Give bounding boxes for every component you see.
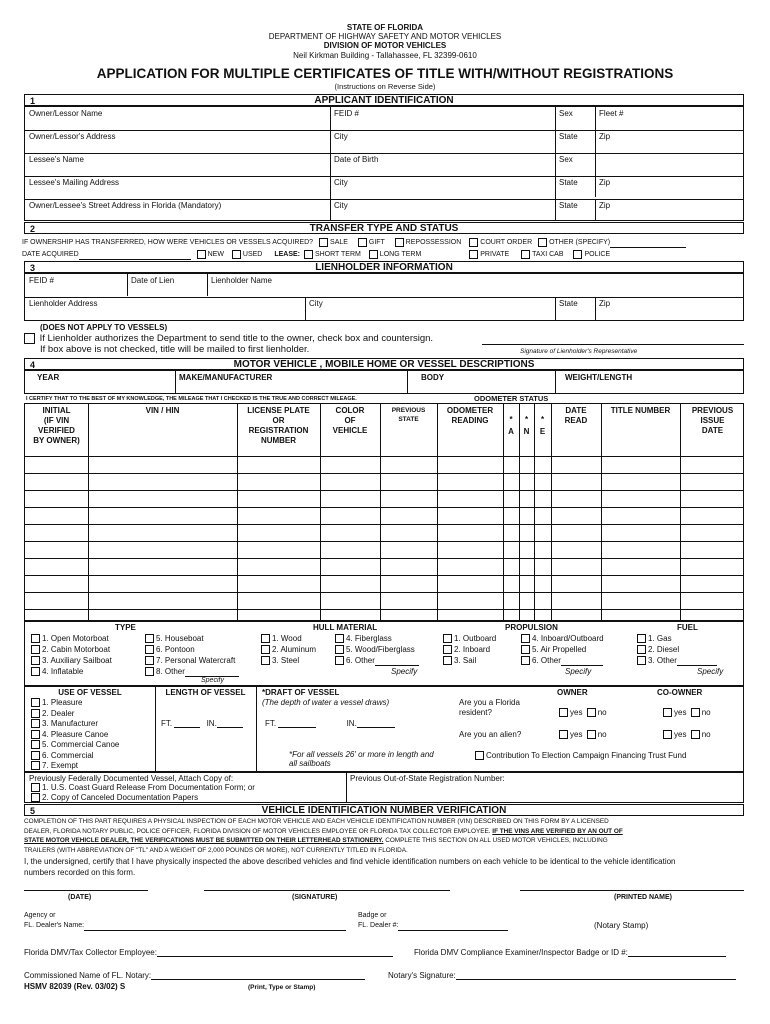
badge-label: Badge or FL. Dealer #: (358, 911, 508, 931)
hull-3-checkbox[interactable] (261, 656, 270, 665)
draft-note: (The depth of water a vessel draws) (262, 698, 390, 707)
header-dept: DEPARTMENT OF HIGHWAY SAFETY AND MOTOR VEHICLES (268, 32, 502, 42)
taxi-label: TAXI CAB (532, 251, 564, 258)
use-1-checkbox[interactable] (31, 698, 40, 707)
canceled-papers-checkbox[interactable] (31, 793, 40, 802)
court-order-label: COURT ORDER (480, 239, 533, 246)
odometer-status-label: ODOMETER STATUS (474, 394, 549, 403)
other-checkbox[interactable] (538, 238, 547, 247)
hull-heading: HULL MATERIAL (313, 623, 378, 632)
use-4-checkbox[interactable] (31, 730, 40, 739)
agency-line[interactable] (84, 930, 346, 931)
prop-specify-label: Specify (565, 667, 592, 676)
section-5-number: 5 (30, 806, 36, 816)
sale-checkbox[interactable] (319, 238, 328, 247)
type-4-checkbox[interactable] (31, 667, 40, 676)
fl-city-field[interactable]: City (334, 201, 348, 210)
use-5-checkbox[interactable] (31, 740, 40, 749)
col-initial-header: INITIAL (IF VIN VERIFIED BY OWNER) (33, 406, 80, 445)
repossession-checkbox[interactable] (395, 238, 404, 247)
signature-line[interactable] (204, 882, 450, 891)
taxi-checkbox[interactable] (521, 250, 530, 259)
fuel-specify-label: Specify (697, 667, 724, 676)
section-4-title: MOTOR VEHICLE , MOBILE HOME OR VESSEL DESCRIPTIONS (233, 359, 535, 370)
lienholder-address-field[interactable]: Lienholder Address (29, 299, 98, 308)
fuel-3-checkbox[interactable] (637, 656, 646, 665)
lessee-mailing-field[interactable]: Lessee's Mailing Address (29, 178, 120, 187)
applicant-grid (24, 106, 744, 221)
col-vin-header: VIN / HIN (145, 406, 180, 415)
private-label: PRIVATE (480, 251, 510, 258)
owner-zip-field[interactable]: Zip (599, 132, 611, 141)
form-number: HSMV 82039 (Rev. 03/02) S (24, 982, 126, 991)
coowner-alien-no[interactable] (691, 730, 700, 739)
fuel-heading: FUEL (677, 623, 698, 632)
lessee-state-field[interactable]: State (559, 178, 578, 187)
documented-grid (24, 772, 744, 803)
fl-zip-field[interactable]: Zip (599, 201, 611, 210)
date-line[interactable] (24, 882, 148, 891)
campaign-row (475, 751, 686, 760)
owner-city-field[interactable]: City (334, 132, 348, 141)
lessee-city-field[interactable]: City (334, 178, 348, 187)
fleet-field[interactable]: Fleet # (599, 109, 624, 118)
use-2-checkbox[interactable] (31, 709, 40, 718)
section-5-title: VEHICLE IDENTIFICATION NUMBER VERIFICATION (261, 805, 507, 816)
used-label: USED (242, 251, 263, 258)
short-term-label: SHORT TERM (314, 251, 361, 258)
header-division: DIVISION OF MOTOR VEHICLES (323, 41, 447, 51)
header-state: STATE OF FLORIDA (346, 23, 424, 32)
court-order-checkbox[interactable] (469, 238, 478, 247)
draft-in-line[interactable] (357, 727, 395, 728)
col-exceeds-header: * E (539, 415, 546, 436)
coowner-resident-yes[interactable] (663, 708, 672, 717)
hull-4-checkbox[interactable] (335, 634, 344, 643)
lien-authorize-checkbox[interactable] (24, 333, 35, 344)
prop-3-checkbox[interactable] (443, 656, 452, 665)
examiner-line[interactable] (628, 956, 726, 957)
dmv-employee-row: Florida DMV/Tax Collector Employee: (24, 948, 393, 957)
type-3-checkbox[interactable] (31, 656, 40, 665)
lien-feid-field[interactable]: FEID # (29, 276, 54, 285)
owner-alien-options: yes no (559, 730, 607, 739)
documented-opt-2: 2. Copy of Canceled Documentation Papers (31, 793, 198, 803)
section-1-title: APPLICANT IDENTIFICATION (314, 95, 454, 106)
transfer-row-2 (22, 249, 610, 260)
body-field[interactable]: BODY (421, 373, 445, 382)
repossession-label: REPOSSESSION (405, 239, 462, 246)
lienholder-name-field[interactable]: Lienholder Name (211, 276, 272, 285)
uscg-release-checkbox[interactable] (31, 783, 40, 792)
notary-stamp-label: (Notary Stamp) (594, 921, 649, 930)
gift-label: GIFT (368, 239, 385, 246)
section-3-number: 3 (30, 263, 36, 273)
owner-alien-yes[interactable] (559, 730, 568, 739)
dmv-employee-line[interactable] (157, 956, 393, 957)
owner-alien-no[interactable] (587, 730, 596, 739)
type-7-checkbox[interactable] (145, 656, 154, 665)
commissioned-row: Commissioned Name of FL. Notary: (24, 971, 365, 980)
new-checkbox[interactable] (197, 250, 206, 259)
type-2-checkbox[interactable] (31, 645, 40, 654)
header-address: Neil Kirkman Building - Tallahassee, FL 32399-0610 (293, 50, 477, 60)
hull-2-checkbox[interactable] (261, 645, 270, 654)
gift-checkbox[interactable] (358, 238, 367, 247)
section-4-header (24, 358, 744, 370)
type-heading: TYPE (115, 623, 136, 632)
use-heading: USE OF VESSEL (58, 688, 122, 697)
owner-heading: OWNER (557, 688, 588, 697)
oos-registration-field[interactable]: Previous Out-of-State Registration Number: (350, 774, 505, 783)
coowner-alien-yes[interactable] (663, 730, 672, 739)
section-3-header (24, 261, 744, 273)
used-checkbox[interactable] (232, 250, 241, 259)
owner-name-field[interactable]: Owner/Lessor Name (29, 109, 103, 118)
draft-footnote: *For all vessels 26' or more in length and all sailboats (289, 750, 434, 768)
type-6-checkbox[interactable] (145, 645, 154, 654)
coowner-heading: CO-OWNER (657, 688, 703, 697)
use-3-checkbox[interactable] (31, 719, 40, 728)
use-list: 1. Pleasure 2. Dealer 3. Manufacturer 4. Pleasure Canoe 5. Commercial Canoe 6. Commercial 7. Exempt (31, 698, 119, 772)
new-label: NEW (207, 251, 224, 258)
col-prev-issue-header: PREVIOUS ISSUE DATE (691, 406, 734, 435)
col-notactual-header: * N (523, 415, 530, 436)
printed-name-line[interactable] (520, 882, 744, 891)
hull-6-checkbox[interactable] (335, 656, 344, 665)
section-2-header (24, 222, 744, 234)
date-caption: (DATE) (68, 894, 92, 901)
coowner-alien-options: yes no (663, 730, 711, 739)
owner-address-field[interactable]: Owner/Lessor's Address (29, 132, 116, 141)
draft-heading: *DRAFT OF VESSEL (262, 688, 340, 697)
hull-1-checkbox[interactable] (261, 634, 270, 643)
draft-row: FT. IN. (265, 719, 395, 728)
length-in-line[interactable] (217, 727, 243, 728)
documented-opt-1: 1. U.S. Coast Guard Release From Documentation Form; or (31, 783, 255, 793)
lessee-sex-field[interactable]: Sex (559, 155, 573, 164)
date-of-lien-field[interactable]: Date of Lien (131, 276, 175, 285)
propulsion-heading: PROPULSION (505, 623, 558, 632)
other-specify-line[interactable] (610, 247, 686, 248)
prop-2-checkbox[interactable] (443, 645, 452, 654)
weight-length-field[interactable]: WEIGHT/LENGTH (565, 373, 633, 382)
notary-signature-row: Notary's Signature: (388, 971, 736, 980)
lien-state-field[interactable]: State (559, 299, 578, 308)
badge-line[interactable] (398, 930, 508, 931)
printed-name-caption: (PRINTED NAME) (614, 894, 672, 901)
vin-verification-text: COMPLETION OF THIS PART REQUIRES A PHYSICAL INSPECTION OF EACH MOTOR VEHICLE AND EACH VEHICLE IDENTIFICATION NUMBER (VIN) DESCRIBED ON THIS FORM BY A LICENSED DEALER, FLORIDA NOTARY PUBLIC, POLICE OFFICER, FLORIDA DIVISION OF MOTOR VEHICLES EMPLOYEE OR FLORIDA TAX COLLECTOR EMPLOYEE. IF THE VINS ARE VERIFIED BY AN OUT OF STATE MOTOR VEHICLE DEALER, THE VERIFICATIONS MUST BE SUBMITTED ON THEIR LETTERHEAD STATIONERY. COMPLETE THIS SECTION ON ALL USED MOTOR VEHICLES, INCLUDING TRAILERS (WITH ABBREVIATION OF "TL" AND A WEIGHT OF 2,000 POUNDS OR MORE), NOT CURRENTLY TITLED IN FLORIDA. (24, 818, 623, 854)
mileage-certify-text: I CERTIFY THAT TO THE BEST OF MY KNOWLEDGE, THE MILEAGE THAT I CHECKED IS THE TRUE AND CORRECT MILEAGE. (26, 396, 357, 402)
print-type-caption: (Print, Type or Stamp) (248, 984, 316, 991)
fuel-1-checkbox[interactable] (637, 634, 646, 643)
lease-label: LEASE: (274, 251, 300, 258)
col-date-read-header: DATE READ (564, 406, 588, 425)
date-acquired-line[interactable] (79, 259, 191, 260)
col-prev-state-header: PREVIOUS STATE (391, 407, 426, 423)
vehicle-description-table (24, 403, 744, 621)
type-5-checkbox[interactable] (145, 634, 154, 643)
length-row: FT. IN. (161, 719, 243, 728)
make-field[interactable]: MAKE/MANUFACTURER (179, 373, 273, 382)
transfer-question: IF OWNERSHIP HAS TRANSFERRED, HOW WERE VEHICLES OR VESSELS ACQUIRED? (22, 239, 314, 246)
section-2-number: 2 (30, 224, 36, 234)
type-8-checkbox[interactable] (145, 667, 154, 676)
fl-state-field[interactable]: State (559, 201, 578, 210)
lessee-dob-field[interactable]: Date of Birth (334, 155, 379, 164)
draft-ft-line[interactable] (278, 727, 316, 728)
use-7-checkbox[interactable] (31, 761, 40, 770)
fuel-col: 1. Gas 2. Diesel 3. Other Specify (637, 633, 723, 677)
long-term-label: LONG TERM (379, 251, 422, 258)
col-odometer-header: ODOMETER READING (446, 406, 494, 425)
coowner-resident-no[interactable] (691, 708, 700, 717)
vessels-note: (DOES NOT APPLY TO VESSELS) (40, 323, 168, 332)
short-term-checkbox[interactable] (304, 250, 313, 259)
length-ft-line[interactable] (174, 727, 200, 728)
notary-signature-line[interactable] (456, 979, 736, 980)
campaign-label: Contribution To Election Campaign Financing Trust Fund (486, 751, 687, 760)
type-1-checkbox[interactable] (31, 634, 40, 643)
col-actual-header: * A (508, 415, 514, 436)
certification-text: I, the undersigned, certify that I have physically inspected the above described vehicles and find vehicle identification numbers on each vehicle to be identical to the vehicle identification numbers recorded on this form. (24, 857, 676, 877)
alien-question: Are you an alien? (459, 730, 522, 739)
lien-signature-line[interactable] (482, 335, 744, 345)
owner-sex-field[interactable]: Sex (559, 109, 573, 118)
long-term-checkbox[interactable] (369, 250, 378, 259)
owner-resident-no[interactable] (587, 708, 596, 717)
police-label: POLICE (584, 251, 611, 258)
documented-label: Previously Federally Documented Vessel, Attach Copy of: (29, 774, 234, 783)
owner-state-field[interactable]: State (559, 132, 578, 141)
florida-resident-question: Are you a Florida resident? (459, 698, 520, 717)
campaign-checkbox[interactable] (475, 751, 484, 760)
header-block (0, 23, 770, 60)
type-col-1: 1. Open Motorboat 2. Cabin Motorboat 3. Auxiliary Sailboat 4. Inflatable (31, 633, 112, 677)
section-2-title: TRANSFER TYPE AND STATUS (309, 223, 459, 234)
prop-6-checkbox[interactable] (521, 656, 530, 665)
fl-street-field[interactable]: Owner/Lessee's Street Address in Florida (Mandatory) (29, 201, 222, 210)
owner-resident-yes[interactable] (559, 708, 568, 717)
prop-1-checkbox[interactable] (443, 634, 452, 643)
type-specify-label: Specify (201, 677, 224, 684)
owner-resident-options: yes no (559, 708, 607, 717)
examiner-row: Florida DMV Compliance Examiner/Inspector Badge or ID #: (414, 948, 726, 957)
lien-zip-field[interactable]: Zip (599, 299, 611, 308)
section-1-number: 1 (30, 96, 36, 106)
coowner-resident-options: yes no (663, 708, 711, 717)
type-col-2: 5. Houseboat 6. Pontoon 7. Personal Watercraft 8. Other Specify (145, 633, 239, 685)
prop-col-1: 1. Outboard 2. Inboard 3. Sail (443, 633, 496, 666)
lessee-name-field[interactable]: Lessee's Name (29, 155, 84, 164)
date-acquired-label: DATE ACQUIRED (22, 251, 79, 258)
authorize-text: If Lienholder authorizes the Department to send title to the owner, check box and countersign. (39, 333, 434, 345)
owner-feid-field[interactable]: FEID # (334, 109, 359, 118)
police-checkbox[interactable] (573, 250, 582, 259)
hull-col-2: 4. Fiberglass 5. Wood/Fiberglass 6. Other Specify (335, 633, 419, 677)
section-3-title: LIENHOLDER INFORMATION (315, 262, 453, 273)
fuel-2-checkbox[interactable] (637, 645, 646, 654)
other-label: OTHER (SPECIFY) (549, 239, 611, 246)
col-plate-header: LICENSE PLATE OR REGISTRATION NUMBER (247, 406, 310, 445)
prop-5-checkbox[interactable] (521, 645, 530, 654)
length-heading: LENGTH OF VESSEL (165, 688, 246, 697)
prop-col-2: 4. Inboard/Outboard 5. Air Propelled 6. Other Specify (521, 633, 604, 677)
use-6-checkbox[interactable] (31, 751, 40, 760)
section-1-header (24, 94, 744, 106)
lien-city-field[interactable]: City (309, 299, 323, 308)
hull-5-checkbox[interactable] (335, 645, 344, 654)
prop-4-checkbox[interactable] (521, 634, 530, 643)
commissioned-line[interactable] (151, 979, 365, 980)
vehicle-summary-grid (24, 370, 744, 394)
lienholder-grid (24, 273, 744, 321)
signature-caption: (SIGNATURE) (292, 894, 338, 901)
sale-label: SALE (330, 239, 348, 246)
vessel-use-grid (24, 686, 744, 772)
instructions-note: (Instructions on Reverse Side) (334, 82, 436, 91)
signature-label: Signature of Lienholder's Representative (520, 348, 638, 355)
form-title: APPLICATION FOR MULTIPLE CERTIFICATES OF TITLE WITH/WITHOUT REGISTRATIONS (96, 66, 674, 81)
transfer-row-1 (22, 237, 686, 248)
lessee-zip-field[interactable]: Zip (599, 178, 611, 187)
not-checked-text: If box above is not checked, title will be mailed to first lienholder. (40, 344, 310, 355)
vessel-specs-grid (24, 621, 744, 686)
section-5-header (24, 804, 744, 816)
agency-label: Agency or FL. Dealer's Name: (24, 911, 346, 931)
col-title-number-header: TITLE NUMBER (610, 406, 671, 415)
private-checkbox[interactable] (469, 250, 478, 259)
hull-specify-label: Specify (391, 667, 418, 676)
hull-col-1: 1. Wood 2. Aluminum 3. Steel (261, 633, 316, 666)
col-color-header: COLOR OF VEHICLE (332, 406, 368, 435)
year-field[interactable]: YEAR (37, 373, 60, 382)
section-4-number: 4 (30, 360, 36, 370)
